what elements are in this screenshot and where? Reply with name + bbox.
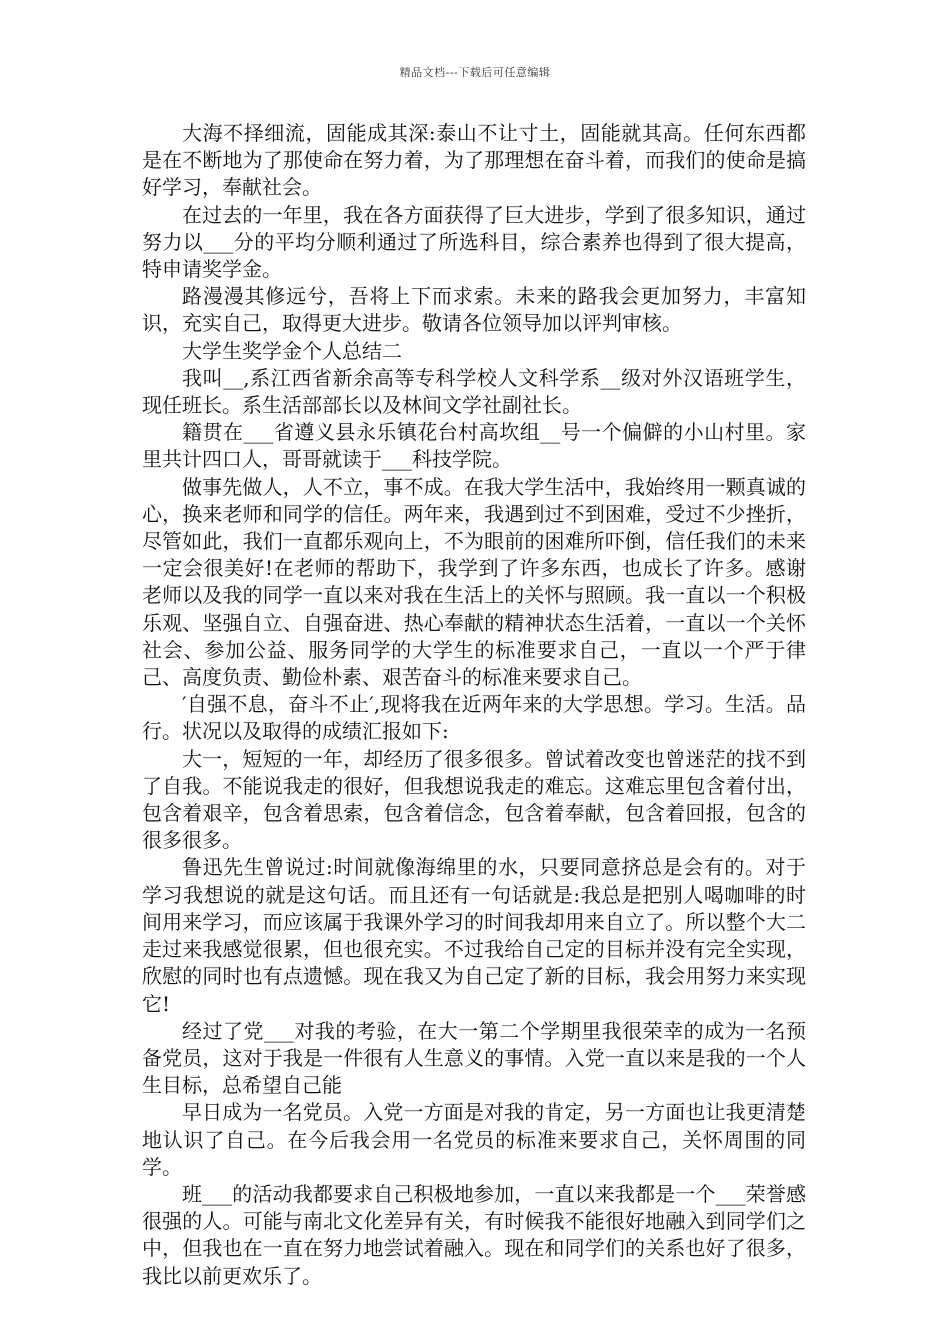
- paragraph: 经过了党___对我的考验，在大一第二个学期里我很荣幸的成为一名预备党员，这对于我是一件很有人生意义的事情。入党一直以来是我的一个人生目标，总希望自己能: [142, 1018, 806, 1098]
- section-heading: 大学生奖学金个人总结二: [182, 338, 402, 363]
- paragraph: 大海不择细流，固能成其深:泰山不让寸土，固能就其高。任何东西都是在不断地为了那使命在努力着，为了那理想在奋斗着，而我们的使命是搞好学习，奉献社会。: [142, 121, 806, 200]
- paragraph: 早日成为一名党员。入党一方面是对我的肯定，另一方面也让我更清楚地认识了自己。在今后我会用一名党员的标准来要求自己，关怀周围的同学。: [142, 1100, 806, 1179]
- paragraph: 鲁迅先生曾说过:时间就像海绵里的水，只要同意挤总是会有的。对于学习我想说的就是这句话。而且还有一句话就是:我总是把别人喝咖啡的时间用来学习，而应该属于我课外学习的时间我却用来自立了。所以整个大二走过来我感觉很累，但也很充实。不过我给自己定的目标并没有完全实现，欣慰的同时也有点遗憾。现在我又为自己定了新的目标，我会用努力来实现它!: [142, 855, 806, 1016]
- paragraph: 做事先做人，人不立，事不成。在我大学生活中，我始终用一颗真诚的心，换来老师和同学的信任。两年来，我遇到过不到困难，受过不少挫折，尽管如此，我们一直都乐观向上，不为眼前的困难所吓倒，信任我们的未来一定会很美好!在老师的帮助下，我学到了许多东西，也成长了许多。感谢老师以及我的同学一直以来对我在生活上的关怀与照顾。我一直以一个积极乐观、坚强自立、自强奋进、热心奉献的精神状态生活着，一直以一个关怀社会、参加公益、服务同学的大学生的标准要求自己，一直以一个严于律己、高度负责、勤俭朴素、艰苦奋斗的标准来要求自己。: [142, 474, 806, 690]
- paragraph: 路漫漫其修远兮，吾将上下而求索。未来的路我会更加努力，丰富知识，充实自己，取得更大进步。敬请各位领导加以评判审核。: [142, 284, 806, 336]
- paragraph: ′自强不息，奋斗不止′,现将我在近两年来的大学思想。学习。生活。品行。状况以及取得的成绩汇报如下:: [142, 692, 806, 744]
- paragraph: 在过去的一年里，我在各方面获得了巨大进步，学到了很多知识，通过努力以___分的平均分顺利通过了所选科目，综合素养也得到了很大提高，特申请奖学金。: [142, 202, 806, 282]
- paragraph: 大一，短短的一年，却经历了很多很多。曾试着改变也曾迷茫的找不到了自我。不能说我走的很好，但我想说我走的难忘。这难忘里包含着付出，包含着艰辛，包含着思索，包含着信念，包含着奉献，包含着回报，包含的很多很多。: [142, 746, 806, 853]
- paragraph: 籍贯在___省遵义县永乐镇花台村高坎组__号一个偏僻的小山村里。家里共计四口人，哥哥就读于___科技学院。: [142, 420, 806, 472]
- paragraph: 班___的活动我都要求自己积极地参加，一直以来我都是一个___荣誉感很强的人。可能与南北文化差异有关，有时候我不能很好地融入到同学们之中，但我也在一直在努力地尝试着融入。现在和同学们的关系也好了很多，我比以前更欢乐了。: [142, 1181, 806, 1288]
- paragraph: 我叫__,系江西省新余高等专科学校人文科学系__级对外汉语班学生，现任班长。系生活部部长以及林间文学社副社长。: [142, 365, 806, 418]
- document-body: [142, 120, 806, 1290]
- page-header: 精品文档---下载后可任意编辑: [399, 66, 551, 79]
